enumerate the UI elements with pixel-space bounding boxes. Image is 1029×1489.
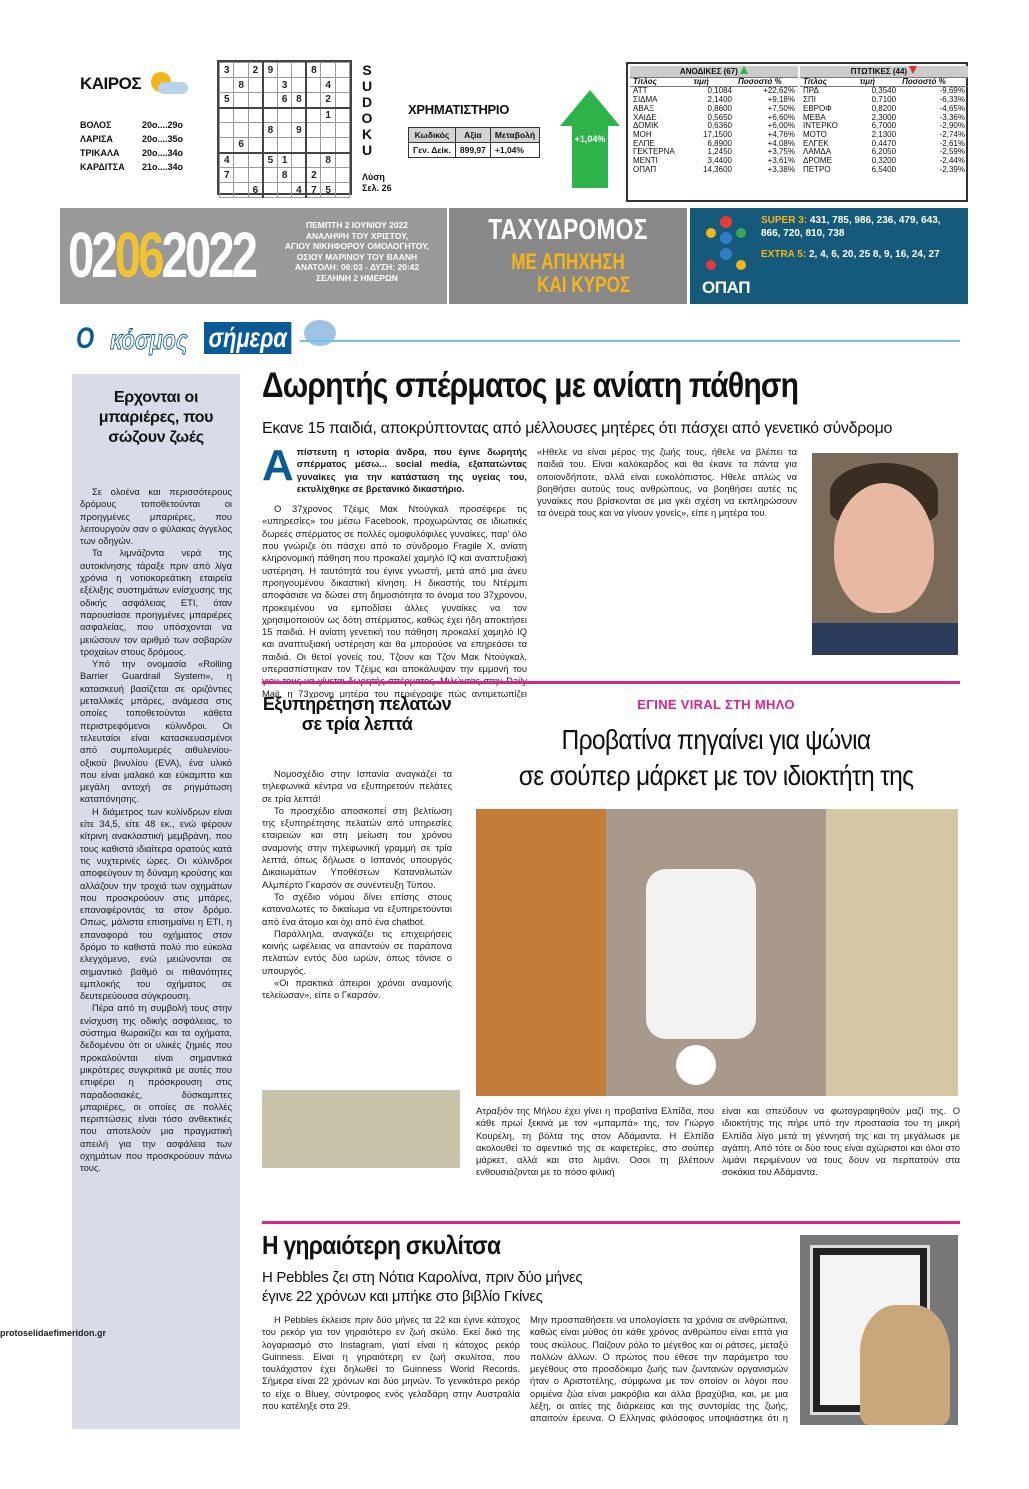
sudoku-cell [277, 108, 291, 123]
masthead-tagline: ΜΕ ΑΠΗΧΗΣΗ ΚΑΙ ΚΥΡΟΣ [511, 249, 631, 297]
sudoku-cell [248, 108, 263, 123]
sudoku-cell [248, 78, 263, 93]
weather-title: ΚΑΙΡΟΣ [80, 74, 142, 93]
sudoku-cell: 8 [306, 63, 321, 78]
down-arrow-icon [909, 66, 917, 74]
main-column-1: Απίστευτη η ιστορία άνδρα, που έγινε δωρητής σπέρματος μέσω... social media, εξαπατώντας γυναίκες για την κατάσταση της υγείας του, εκτυλίχθηκε σε βρετανικό δικαστήριο. Ο 37χρονος Τζέιμς Μακ Ντούγκαλ προσέφερε τις «υπηρεσίες» του μέσω Facebook, προχωρώντας σε ιδιωτικές δωρεές σπέρματος σε πολλές ομοφυλόφιλες γυναίκες, παρ' όλο που γνώριζε ότι πάσχει από το σύνδρομο Fragile X, ανίατη κληρονομική πάθηση που προκαλεί χαμηλό IQ και αναπτυξιακή υστέρηση. Η ταυτότητά του έγινε γνωστή, μετά από μια άνευ προηγουμένου δικαστική κίνηση. Η δικαστής του Ντέρμπι αποφάσισε να δώσει στη δημοσιότητα το όνομα του 37χρονου, προκειμένου να εμποδίσει άλλες γυναίκες να τον χρησιμοποιούν ως δότη σπέρματος, καθώς έχει ήδη αποκτήσει 15 παιδιά. Η ανίατη γενετική του πάθηση προκαλεί χαμηλό IQ και αναπτυξιακή υστέρηση και θα μπορούσε να επηρεάσει τα παιδιά. Οι θετοί γονείς του, Τζουν και Τζον Μακ Ντούγκαλ, υπερασπίστηκαν τον Τζέιμς και αποκάλυψαν την εμμονή του Mail, η 73χρονη μητέρα του περιέγραψε πώς αντιμετωπίζει [262, 441, 527, 699]
sudoku-cell [335, 138, 349, 153]
side-column [72, 374, 240, 1429]
sudoku-cell [335, 168, 349, 183]
date-info: ΠΕΜΠΤΗ 2 ΙΟΥΝΙΟΥ 2022 ΑΝΑΛΗΨΗ ΤΟΥ ΧΡΙΣΤΟΥ, ΑΓΙΟΥ ΝΙΚΗΦΟΡΟΥ ΟΜΟΛΟΓΗΤΟΥ, ΟΣΙΟΥ ΜΑΡΙΝΟΥ ΤΟΥ ΒΑΑΝΗ ΑΝΑΤΟΛΗ: 06:03 - ΔΥΣΗ: 20:42 ΣΕΛΗΝΗ 2 ΗΜΕΡΩΝ [284, 220, 430, 283]
sudoku-row [220, 78, 350, 93]
sudoku-cell: 7 [220, 168, 234, 183]
stock-row: ΜΟΗ 17,1500 +4,76% [633, 129, 795, 139]
dog-subheadline: Η Pebbles ζει στη Νότια Καρολίνα, πριν δύο μήνες έγινε 22 χρόνων και μπήκε στο βιβλίο Γκίνες [262, 1269, 583, 1305]
sudoku-cell [234, 63, 248, 78]
stock-row: ΧΑΙΔΕ 0,5650 +6,60% [633, 112, 795, 122]
sudoku-cell [335, 123, 349, 138]
sudoku-cell [306, 93, 321, 108]
sudoku-row [220, 153, 350, 168]
sudoku-cell [335, 78, 349, 93]
stock-row: ΔΡΟΜΕ 0,3200 -2,44% [803, 156, 965, 166]
sudoku-cell: 6 [277, 93, 291, 108]
watermark: protoselidaefimeridon.gr [0, 1328, 107, 1338]
viral-column-2: είναι και σπεύδουν να φωτογραφηθούν μαζί της. Ο ιδιοκτήτης της πήρε υπό την προστασία του τη μικρή Ελπίδα λίγο μετά τη γέννησή της και τη μεγάλωσε με αγάπη. Από τότε οι δύο τους είναι αχώριστοι και όλοι στο λιμάνι περιμένουν να τους δουν να περπατούν στα σοκάκια του Αδάμαντα. [722, 1105, 960, 1178]
weather-row: ΒΟΛΟΣ 20ο....29ο [80, 120, 184, 130]
stock-row: ΑΤΤ 0,1084 +22,62% [633, 86, 795, 96]
sudoku-cell [263, 93, 278, 108]
sudoku-cell: 9 [263, 63, 278, 78]
weather-row: ΛΑΡΙΣΑ 20ο....35ο [80, 134, 184, 144]
viral-column-1: Ατραξιόν της Μήλου έχει γίνει η προβατίνα Ελπίδα, που κάθε πρωί ξεκινά με τον «μπαμπά» της, τον Γιώργο Κουρέλη, τη βόλτα της στον Αδάμαντα. Η Ελπίδα ακολουθεί το αφεντικό της σε καφετερίες, στο σούπερ μάρκετ, αλλά και στο λιμάνι. Οσοι τη βλέπουν ενθουσιάζονται με το πόσο φιλική [476, 1105, 714, 1178]
stock-row: ΓΕΚΤΕΡΝΑ 1,2450 +3,75% [633, 147, 795, 157]
up-arrow-icon [740, 66, 748, 74]
weather-box [66, 62, 206, 182]
barrier-photo [262, 1090, 460, 1168]
viral-kicker: ΕΓΙΝΕ VIRAL ΣΤΗ ΜΗΛΟ [637, 697, 795, 712]
sudoku-cell [234, 108, 248, 123]
opap-box [690, 208, 968, 304]
globe-icon [304, 320, 336, 346]
sudoku-cell: 6 [234, 138, 248, 153]
sudoku-cell: 5 [263, 153, 278, 168]
cloud-icon [158, 82, 188, 94]
sudoku-cell: 5 [220, 93, 234, 108]
opap-logo-text: ΟΠΑΠ [696, 278, 756, 298]
sudoku-cell: 2 [321, 93, 335, 108]
sudoku-cell [292, 108, 307, 123]
sudoku-cell [292, 153, 307, 168]
bourse-table: Κωδικός Αξία Μεταβολή Γεν. Δείκ. 899,97 +1,04% [408, 127, 540, 158]
divider [300, 340, 960, 342]
sudoku-cell [335, 63, 349, 78]
date-big: 02062022 [68, 219, 256, 291]
stock-row: ΣΙΔΜΑ 2,1400 +9,18% [633, 95, 795, 105]
dog-photo [800, 1235, 958, 1425]
sudoku-cell: 9 [292, 123, 307, 138]
divider [262, 1221, 960, 1224]
sudoku-cell: 5 [321, 183, 335, 198]
stock-row: ΛΑΜΔΑ 6,2050 -2,59% [803, 147, 965, 157]
sudoku-cell [234, 183, 248, 198]
losers-table: ΠΤΩΤΙΚΕΣ (44) Τίτλος τιμή Ποσοστό % ΠΡΔ 0,3540 -9,69% ΣΠΙ 0,7100 -6,33% ΕΒΡΟΦ 0,8200 -4,65% ΜΕΒΑ 2,3000 -3,36% ΙΝΤΕΡΚΟ 6,7000 -2,90% ΜΟΤΟ 2,1300 -2,74% ΕΛΓΕΚ 0,4470 -2,61% ΛΑΜΔΑ 6,2050 -2,59% ΔΡΟΜΕ 0,3200 -2,44% ΠΕΤΡΟ 6,5400 -2,39% [800, 66, 968, 174]
sudoku-row [220, 63, 350, 78]
sudoku-cell: 2 [306, 168, 321, 183]
stock-row: ΜΟΤΟ 2,1300 -2,74% [803, 129, 965, 139]
stock-row: ΜΕΒΑ 2,3000 -3,36% [803, 112, 965, 122]
sudoku-cell [234, 123, 248, 138]
sudoku-cell [220, 78, 234, 93]
sudoku-cell: 8 [277, 168, 291, 183]
sudoku-cell [306, 138, 321, 153]
sudoku-cell [248, 123, 263, 138]
sudoku-row [220, 138, 350, 153]
stock-row: ΜΕΝΤΙ 3,4400 +3,61% [633, 156, 795, 166]
sudoku-cell: 8 [292, 93, 307, 108]
stock-row: ΠΕΤΡΟ 6,5400 -2,39% [803, 164, 965, 174]
sudoku-cell: 8 [263, 123, 278, 138]
sudoku-cell [335, 93, 349, 108]
sudoku-cell [321, 168, 335, 183]
stock-row: ΕΛΠΕ 6,8900 +4,08% [633, 138, 795, 148]
sudoku-cell [306, 153, 321, 168]
side-body: Σε ολοένα και περισσότερους δρόμους τοποθετούνται οι προηγμένες μπαριέρες, που λειτουργούν σαν ο φύλακας άγγελος των οδηγών. Τα λιμνάζοντα νερά της αυτοκίνησης τάραξε πριν από λίγα χρόνια η νοτιοκορεάτικη εταιρεία εξέλιξης συστημάτων ενίσχυσης της οδικής ασφάλειας ETI, όταν παρουσίασε προηγμένες μπαριέρες ασφαλείας, που υπόσχονται να μειώσουν τον αριθμό των σοβαρών τροχαίων στους δρόμους. Υπό την ονομασία «Rolling Barrier Guardrail System», η κατασκευή βασίζεται σε οριζόντιες μεταλλικές μπάρες, ανάμεσα στις οποίες τοποθετούνται κάθετα περιστρεφόμενοι κύλινδροι. Οι τελευταίοι είναι κατασκευασμένοι από συμπολυμερές αιθυλενίου-οξικού βινυλίου (EVA), ένα υλικό που είναι μαλακό και εύκαμπτο και μεγάλη αντοχή σε ρηγμάτωση καταπόνησης. Η διάμετρος των κυλίνδρων είναι είτε 34,5, είτε 48 εκ., ενώ φέρουν κίτρινη ανακλαστική μεμβράνη, που τους καθιστά ιδιαίτερα ορατούς κατά τις νυχτερινές ώρες. Οι κύλινδροι αποφεύγουν τη δύναμη κρούσης και αλλάζουν την τροχιά των οχημάτων που προσκρούουν στις μπάρες, επαναφέροντάς τα στον δρόμο. Οπως, μάλιστα επισημαίνει η ETI, η επαναφορά του οχήματος στον δρόμο το καθιστά πολύ πιο εύκολα ελεγχόμενο, ενώ μειώνονται σε σημαντικό βαθμό οι πιθανότητες εμπλοκής του οχήματος σε δευτερεύουσα σύγκρουση. Πέρα από τη συμβολή τους στην ενίσχυση της οδικής ασφάλειας, το σύστημα θωρακίζει και τα οχήματα, δεδομένου ότι οι υλικές ζημιές που προκαλούνται είναι σημαντικά μικρότερες συγκριτικά με αυτές που επιφέρει η πρόσκρουση στις παραδοσιακές, δύσκαμπτες μπαριέρες, οι οποίες σε πολλές περιπτώσεις είναι τόσο ανθεκτικές που αποτελούν μια πραγματική απειλή για την ασφάλεια των οχημάτων που προσκρούουν πάνω τους. [80, 486, 232, 1174]
man-photo [812, 453, 958, 655]
sudoku-label: S U D O K U [361, 62, 373, 158]
masthead [449, 208, 687, 304]
stock-row: ΕΒΡΟΦ 0,8200 -4,65% [803, 103, 965, 113]
sudoku-cell: 3 [277, 78, 291, 93]
sudoku-cell: 1 [321, 108, 335, 123]
stock-row: ΟΠΑΠ 14,3600 +3,38% [633, 164, 795, 174]
main-headline: Δωρητής σπέρματος με ανίατη πάθηση [262, 366, 799, 405]
sudoku-row [220, 183, 350, 198]
stock-row: ΔΟΜΙΚ 0,6360 +6,00% [633, 121, 795, 131]
sudoku-cell [306, 78, 321, 93]
drop-cap: Α [262, 441, 294, 490]
sudoku-cell [292, 168, 307, 183]
sudoku-cell [263, 108, 278, 123]
opap-results: SUPER 3: 431, 785, 986, 236, 479, 643, 866, 720, 810, 738 EXTRA 5: 2, 4, 6, 20, 25 8, 9, 16, 24, 27 [761, 215, 941, 260]
sudoku-grid [217, 60, 352, 195]
sudoku-cell [263, 138, 278, 153]
sudoku-cell [248, 168, 263, 183]
gainers-table: ΑΝΟΔΙΚΕΣ (67) Τίτλος τιμή Ποσοστό % ΑΤΤ 0,1084 +22,62% ΣΙΔΜΑ 2,1400 +9,18% ΑΒΑΞ 0,8600 +7,50% ΧΑΙΔΕ 0,5650 +6,60% ΔΟΜΙΚ 0,6360 +6,00% ΜΟΗ 17,1500 +4,76% ΕΛΠΕ 6,8900 +4,08% ΓΕΚΤΕΡΝΑ 1,2450 +3,75% ΜΕΝΤΙ 3,4400 +3,61% ΟΠΑΠ 14,3600 +3,38% [630, 66, 798, 174]
sheep-supermarket-photo [476, 809, 958, 1096]
sudoku-cell [263, 78, 278, 93]
sudoku-cell [277, 138, 291, 153]
sudoku-cell [292, 63, 307, 78]
sudoku-cell [263, 183, 278, 198]
main-subheadline: Εκανε 15 παιδιά, αποκρύπτοντας από μέλλουσες μητέρες ότι πάσχει από γενετικό σύνδρομο [262, 420, 893, 437]
sudoku-cell [321, 123, 335, 138]
dog-column-2: Μην προσπαθήσετε να υπολογίσετε τα χρόνια σε ανθρώπινα, καθώς είναι μύθος ότι κάθε χρόνος ανθρώπου είναι επτά για τους σκύλους. Παίζουν ρόλο το μέγεθος και οι ράτσες, μεταξύ πολλών άλλων. Ο πρώτος που έθεσε την παράμετρο του μεγέθους στο προσδόκιμο ζωής των ζωντανών οργανισμών ήταν ο Αριστοτέλης, σύμφωνα με τον οποίον οι λόγοι που οριμένα ζώα είναι μακρόβια και άλλα βραχύβια, και, με μια λέξη, οι αιτίες της διάρκειας και της συντομίας της ζωής, απαιτούν έρευνα. Ο Ελληνας φιλόσοφος υποψιάστηκε ότι η [530, 1314, 788, 1424]
sudoku-cell [277, 123, 291, 138]
sudoku-cell: 3 [220, 63, 234, 78]
sudoku-cell [234, 153, 248, 168]
sudoku-cell [220, 138, 234, 153]
sudoku-cell [306, 123, 321, 138]
sudoku-cell [335, 183, 349, 198]
sudoku-cell [234, 93, 248, 108]
sudoku-row [220, 123, 350, 138]
sudoku-cell [335, 153, 349, 168]
date-band [60, 208, 447, 304]
sudoku-cell [335, 108, 349, 123]
masthead-name: ΤΑΧΥΔΡΟΜΟΣ [488, 214, 648, 246]
sudoku-cell [234, 168, 248, 183]
dog-column-1: Η Pebbles έκλεισε πριν δύο μήνες τα 22 και έγινε κάτοχος του ρεκόρ για τον γηραιότερο εν ζωή σκύλο. Εκεί δικό της λογαριασμό στο Instagram, γιατί είναι η κάτοχος ρεκόρ Guinness. Είναι η γηραιότερη εν ζωή σκυλίτσα, που τουλάχιστον έχει δηλωθεί το Guinness World Records. Σήμερα είναι 22 χρόνων και δύο μηνών. Το γενικότερο ρεκόρ το είχε ο Bluey, σύντροφος ενός γελαδάρη στην Αυστραλία που κατέληξε στα 29. [262, 1314, 520, 1412]
sudoku-cell: 6 [248, 183, 263, 198]
sudoku-cell: 4 [292, 183, 307, 198]
stock-row: ΕΛΓΕΚ 0,4470 -2,61% [803, 138, 965, 148]
sudoku-cell [321, 63, 335, 78]
side-title: Ερχονται οι μπαριέρες, που σώζουν ζωές [98, 389, 214, 446]
stock-row: ΙΝΤΕΡΚΟ 6,7000 -2,90% [803, 121, 965, 131]
sudoku-solution: Λύση Σελ. 26 [362, 172, 392, 193]
sudoku-cell [292, 138, 307, 153]
dog-headline: Η γηραιότερη σκυλίτσα [262, 1230, 501, 1260]
up-arrow-icon: +1,04% [560, 90, 620, 188]
sudoku-cell: 7 [306, 183, 321, 198]
sudoku-cell [220, 108, 234, 123]
sudoku-cell [248, 138, 263, 153]
sudoku-cell [306, 108, 321, 123]
sudoku-cell: 4 [220, 153, 234, 168]
stocks-box [626, 62, 968, 202]
sudoku-cell [321, 138, 335, 153]
sudoku-cell [277, 183, 291, 198]
sudoku-row [220, 108, 350, 123]
sudoku-cell: 4 [321, 78, 335, 93]
main-column-2: «Ηθελε να είναι μέρος της ζωής τους, ήθελε να βλέπει τα παιδιά του. Είναι καλόκαρδος και θα έκανε τα πάντα για οποιονδήποτε, αλλά είναι ευκολόπιστος. Ηθελε απλώς να βοηθήσει αυτούς τους ανθρώπους, να βοηθήσει αυτές τις γυναίκες που βρίσκονται σε μια γκέι σχέση να εκπληρώσουν τα όνειρά τους και να γίνουν γονείς», είπε η μητέρα του. [537, 446, 797, 519]
section-heading: Ο κόσμος σήμερα [72, 316, 332, 364]
sudoku-row [220, 93, 350, 108]
sudoku-row [220, 168, 350, 183]
sudoku-cell [220, 183, 234, 198]
service-body: Νομοσχέδιο στην Ισπανία αναγκάζει τα τηλεφωνικά κέντρα να εξυπηρετούν πελάτες σε τρία λεπτά! Το προσχέδιο αποσκοπεί στη βελτίωση της εξυπηρέτησης πελατών από υπηρεσίες εταιρειών και στη μείωση του χρόνου αναμονής στην τηλεφωνική γραμμή σε τρία λεπτά, όπως δήλωσε ο Ισπανός υπουργός Δικαιωμάτων Υποθέσεων Καταναλωτών Αλμπέρτο Γκαρσόν σε συνέντευξη Τύπου. Το σχέδιο νόμου δίνει επίσης στους καταναλωτές το δικαίωμα να εξυπηρετούνται από ένα άτομο και όχι από ένα chatbot. Παράλληλα, αναγκάζει τις επιχειρήσεις κοινής ωφέλειας να απαντούν σε παράπονα πελατών εντός δύο ωρών, όπως τόνισε ο υπουργός. «Οι πρακτικά άπειροι χρόνοι αναμονής τελείωσαν», είπε ο Γκαρσόν. [262, 768, 452, 1001]
service-headline: Εξυπηρέτηση πελατών σε τρία λεπτά [262, 694, 452, 734]
sudoku-cell [248, 93, 263, 108]
sudoku-cell: 1 [277, 153, 291, 168]
viral-headline: Προβατίνα πηγαίνει για ψώνια σε σούπερ μάρκετ με τον ιδιοκτήτη της [518, 724, 914, 791]
stock-row: ΑΒΑΞ 0,8600 +7,50% [633, 103, 795, 113]
sudoku-cell: 8 [234, 78, 248, 93]
weather-row: ΤΡΙΚΑΛΑ 20ο....34ο [80, 148, 184, 158]
divider [262, 681, 960, 684]
sudoku-cell: 8 [321, 153, 335, 168]
sudoku-cell: 2 [248, 63, 263, 78]
stock-row: ΣΠΙ 0,7100 -6,33% [803, 95, 965, 105]
bourse-title: ΧΡΗΜΑΤΙΣΤΗΡΙΟ [408, 102, 510, 117]
sudoku-cell [263, 168, 278, 183]
sudoku-cell [220, 123, 234, 138]
stock-row: ΠΡΔ 0,3540 -9,69% [803, 86, 965, 96]
weather-row: ΚΑΡΔΙΤΣΑ 21ο....34ο [80, 162, 184, 172]
sudoku-cell [292, 78, 307, 93]
sudoku-cell [248, 153, 263, 168]
sudoku-cell [277, 63, 291, 78]
